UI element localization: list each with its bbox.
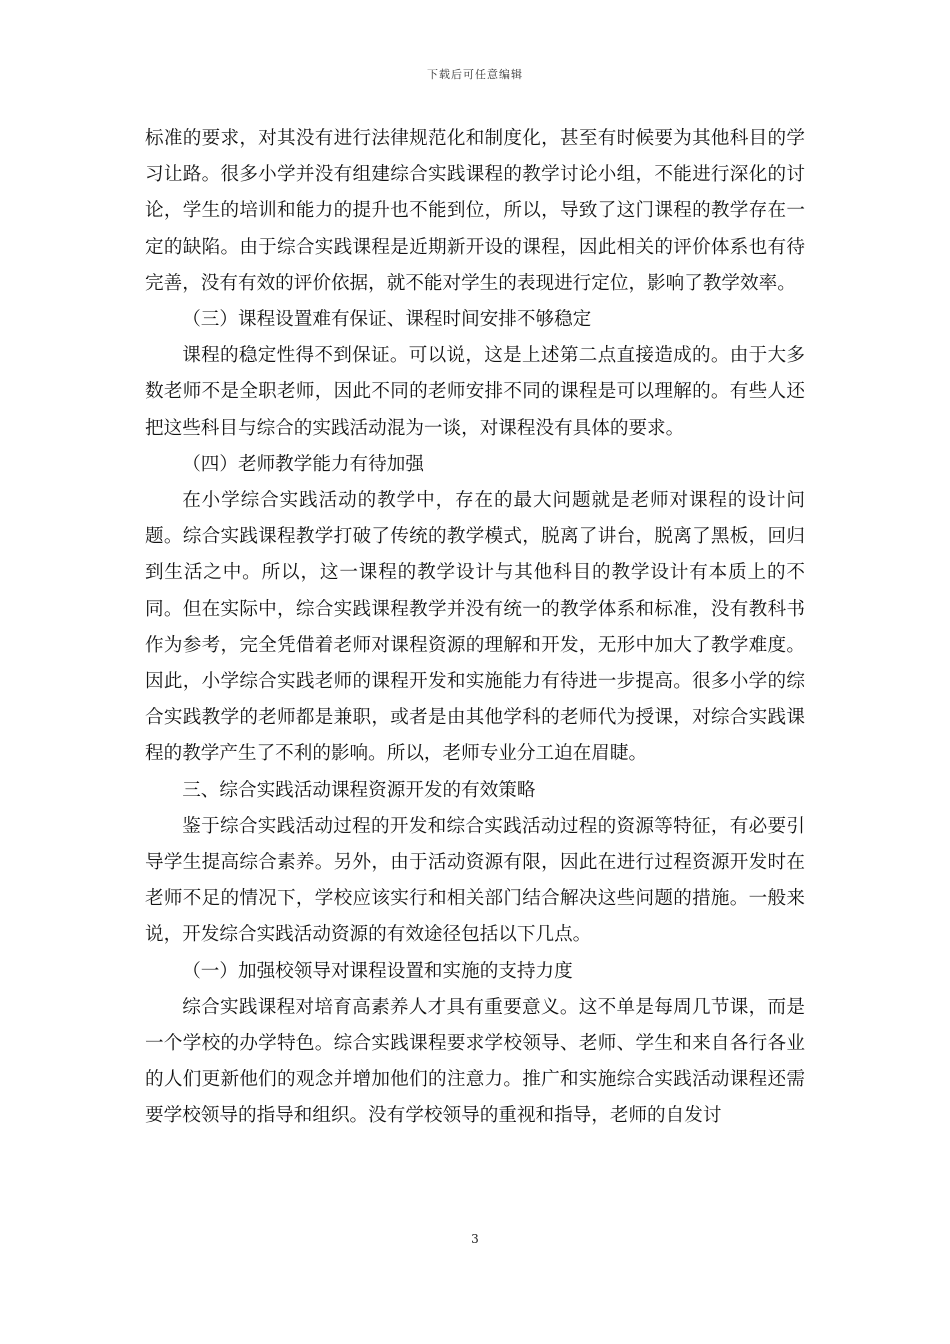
section-heading-teacher-ability: （四）老师教学能力有待加强 <box>182 453 424 475</box>
section-heading-leadership-support: （一）加强校领导对课程设置和实施的支持力度 <box>182 960 573 982</box>
document-body <box>145 121 805 1135</box>
page-header: 下载后可任意编辑 <box>427 68 523 81</box>
paragraph-teacher-ability: 在小学综合实践活动的教学中，存在的最大问题就是老师对课程的设计问题。综合实践课程教学打破了传统的教学模式，脱离了讲台，脱离了黑板，回归到生活之中。所以，这一课程的教学设计与其他科目的教学设计有本质上的不同。但在实际中，综合实践课程教学并没有统一的教学体系和标准，没有教科书作为参考，完全凭借着老师对课程资源的理解和开发，无形中加大了教学难度。因此，小学综合实践老师的课程开发和实施能力有待进一步提高。很多小学的综合实践教学的老师都是兼职，或者是由其他学科的老师代为授课，对综合实践课程的教学产生了不利的影响。所以，老师专业分工迫在眉睫。 <box>145 490 805 765</box>
section-heading-strategies: 三、综合实践活动课程资源开发的有效策略 <box>182 779 536 801</box>
page-number: 3 <box>471 1232 479 1246</box>
section-heading-course-stability: （三）课程设置难有保证、课程时间安排不够稳定 <box>182 309 592 331</box>
paragraph-course-stability: 课程的稳定性得不到保证。可以说，这是上述第二点直接造成的。由于大多数老师不是全职老师，因此不同的老师安排不同的课程是可以理解的。有些人还把这些科目与综合的实践活动混为一谈，对课程没有具体的要求。 <box>145 345 805 439</box>
paragraph-leadership-support: 综合实践课程对培育高素养人才具有重要意义。这不单是每周几节课，而是一个学校的办学特色。综合实践课程要求学校领导、老师、学生和来自各行各业的人们更新他们的观念并增加他们的注意力。推广和实施综合实践活动课程还需要学校领导的指导和组织。没有学校领导的重视和指导，老师的自发讨 <box>145 996 805 1127</box>
paragraph-evaluation-system: 标准的要求，对其没有进行法律规范化和制度化，甚至有时候要为其他科目的学习让路。很多小学并没有组建综合实践课程的教学讨论小组，不能进行深化的讨论，学生的培训和能力的提升也不能到位，所以，导致了这门课程的教学存在一定的缺陷。由于综合实践课程是近期新开设的课程，因此相关的评价体系也有待完善，没有有效的评价依据，就不能对学生的表现进行定位，影响了教学效率。 <box>145 128 805 294</box>
paragraph-strategies: 鉴于综合实践活动过程的开发和综合实践活动过程的资源等特征，有必要引导学生提高综合素养。另外，由于活动资源有限，因此在进行过程资源开发时在老师不足的情况下，学校应该实行和相关部门结合解决这些问题的措施。一般来说，开发综合实践活动资源的有效途径包括以下几点。 <box>145 815 805 946</box>
